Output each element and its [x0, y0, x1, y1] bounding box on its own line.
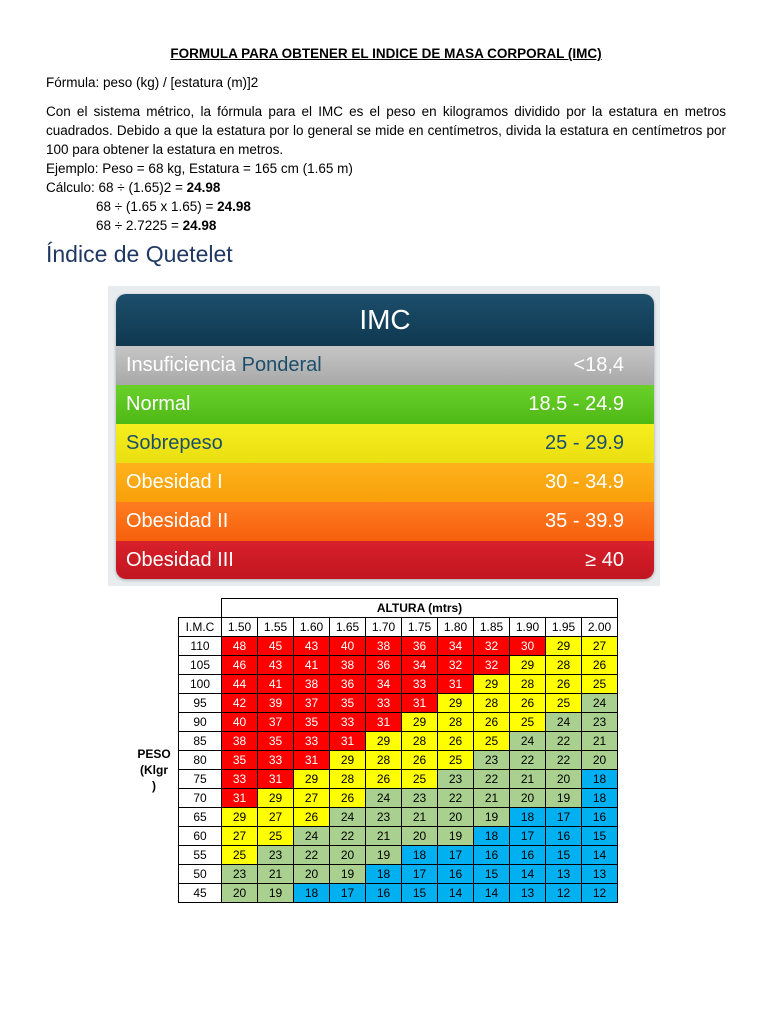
- bmi-cell: 20: [438, 808, 474, 827]
- bmi-cell: 33: [258, 751, 294, 770]
- bmi-cell: 27: [258, 808, 294, 827]
- bmi-cell: 23: [258, 846, 294, 865]
- quetelet-heading: Índice de Quetelet: [46, 241, 233, 267]
- bmi-cell: 29: [402, 713, 438, 732]
- bmi-cell: 29: [474, 675, 510, 694]
- bmi-table: [130, 598, 618, 903]
- height-header: 1.90: [510, 618, 546, 637]
- imc-row-value: 35 - 39.9: [545, 510, 624, 532]
- bmi-cell: 26: [510, 694, 546, 713]
- bmi-cell: 25: [438, 751, 474, 770]
- table-row: [130, 808, 618, 827]
- bmi-cell: 32: [474, 637, 510, 656]
- table-row: [130, 713, 618, 732]
- bmi-cell: 22: [546, 732, 582, 751]
- imc-row-value: 25 - 29.9: [545, 432, 624, 454]
- bmi-cell: 12: [582, 884, 618, 903]
- bmi-cell: 26: [402, 751, 438, 770]
- table-row: [130, 637, 618, 656]
- table-header-row: [130, 599, 618, 618]
- bmi-cell: 20: [294, 865, 330, 884]
- bmi-cell: 48: [222, 637, 258, 656]
- blank-cell: [179, 599, 222, 618]
- bmi-cell: 31: [330, 732, 366, 751]
- imc-row-value: <18,4: [573, 354, 624, 376]
- bmi-cell: 28: [402, 732, 438, 751]
- bmi-cell: 15: [474, 865, 510, 884]
- bmi-cell: 14: [510, 865, 546, 884]
- weight-cell: 80: [179, 751, 222, 770]
- bmi-cell: 12: [546, 884, 582, 903]
- bmi-cell: 20: [582, 751, 618, 770]
- bmi-cell: 24: [366, 789, 402, 808]
- height-header: 1.95: [546, 618, 582, 637]
- table-row: [130, 656, 618, 675]
- bmi-cell: 26: [438, 732, 474, 751]
- bmi-cell: 25: [510, 713, 546, 732]
- bmi-cell: 28: [474, 694, 510, 713]
- weight-cell: 65: [179, 808, 222, 827]
- weight-cell: 55: [179, 846, 222, 865]
- bmi-cell: 36: [366, 656, 402, 675]
- bmi-cell: 18: [582, 770, 618, 789]
- bmi-cell: 24: [294, 827, 330, 846]
- bmi-cell: 33: [330, 713, 366, 732]
- bmi-cell: 19: [438, 827, 474, 846]
- height-header: 1.80: [438, 618, 474, 637]
- imc-row-label-2: Ponderal: [241, 354, 322, 376]
- bmi-cell: 36: [402, 637, 438, 656]
- bmi-cell: 32: [438, 656, 474, 675]
- imc-row-obesidad-1: [116, 463, 654, 502]
- bmi-cell: 20: [402, 827, 438, 846]
- bmi-cell: 19: [366, 846, 402, 865]
- bmi-cell: 23: [402, 789, 438, 808]
- altura-header: ALTURA (mtrs): [222, 599, 618, 618]
- bmi-cell: 18: [510, 808, 546, 827]
- bmi-cell: 34: [402, 656, 438, 675]
- bmi-cell: 40: [330, 637, 366, 656]
- weight-cell: 70: [179, 789, 222, 808]
- imc-row-label: Obesidad III: [126, 549, 234, 571]
- imc-row-normal: [116, 385, 654, 424]
- bmi-cell: 18: [366, 865, 402, 884]
- bmi-cell: 17: [330, 884, 366, 903]
- bmi-cell: 29: [366, 732, 402, 751]
- bmi-cell: 25: [258, 827, 294, 846]
- weight-cell: 75: [179, 770, 222, 789]
- imc-header: IMC: [116, 294, 654, 346]
- imc-row-label: Sobrepeso: [126, 432, 223, 454]
- bmi-cell: 20: [510, 789, 546, 808]
- bmi-cell: 21: [510, 770, 546, 789]
- bmi-cell: 38: [330, 656, 366, 675]
- bmi-cell: 23: [438, 770, 474, 789]
- height-header: 1.55: [258, 618, 294, 637]
- bmi-cell: 43: [258, 656, 294, 675]
- bmi-cell: 22: [294, 846, 330, 865]
- bmi-cell: 26: [474, 713, 510, 732]
- bmi-cell: 28: [510, 675, 546, 694]
- bmi-cell: 29: [258, 789, 294, 808]
- bmi-cell: 41: [294, 656, 330, 675]
- bmi-cell: 31: [438, 675, 474, 694]
- bmi-cell: 29: [546, 637, 582, 656]
- bmi-cell: 16: [366, 884, 402, 903]
- weight-cell: 60: [179, 827, 222, 846]
- bmi-cell: 24: [582, 694, 618, 713]
- bmi-cell: 31: [258, 770, 294, 789]
- table-row: [130, 732, 618, 751]
- blank-cell: [130, 618, 179, 637]
- bmi-cell: 28: [366, 751, 402, 770]
- bmi-cell: 18: [582, 789, 618, 808]
- imc-row-label: Insuficiencia: [126, 354, 237, 376]
- bmi-cell: 15: [582, 827, 618, 846]
- bmi-cell: 22: [330, 827, 366, 846]
- imc-row-label: Obesidad II: [126, 510, 229, 532]
- table-row: [130, 694, 618, 713]
- height-header: 1.70: [366, 618, 402, 637]
- bmi-cell: 33: [366, 694, 402, 713]
- bmi-cell: 21: [258, 865, 294, 884]
- imc-row-sobrepeso: [116, 424, 654, 463]
- heights-row: [130, 618, 618, 637]
- bmi-cell: 31: [222, 789, 258, 808]
- bmi-cell: 33: [294, 732, 330, 751]
- bmi-cell: 46: [222, 656, 258, 675]
- height-header: 2.00: [582, 618, 618, 637]
- bmi-cell: 33: [222, 770, 258, 789]
- bmi-cell: 23: [582, 713, 618, 732]
- bmi-cell: 42: [222, 694, 258, 713]
- bmi-cell: 22: [546, 751, 582, 770]
- table-row: [130, 751, 618, 770]
- bmi-cell: 38: [366, 637, 402, 656]
- weight-cell: 105: [179, 656, 222, 675]
- bmi-cell: 37: [258, 713, 294, 732]
- bmi-cell: 20: [330, 846, 366, 865]
- bmi-cell: 17: [438, 846, 474, 865]
- bmi-cell: 33: [402, 675, 438, 694]
- bmi-cell: 37: [294, 694, 330, 713]
- bmi-cell: 14: [474, 884, 510, 903]
- bmi-cell: 35: [330, 694, 366, 713]
- bmi-cell: 27: [582, 637, 618, 656]
- document-page: [46, 46, 726, 268]
- bmi-cell: 36: [330, 675, 366, 694]
- bmi-cell: 24: [546, 713, 582, 732]
- weight-cell: 90: [179, 713, 222, 732]
- bmi-cell: 27: [294, 789, 330, 808]
- bmi-cell: 41: [258, 675, 294, 694]
- peso-label: PESO (Klgr ): [137, 746, 171, 793]
- bmi-cell: 14: [438, 884, 474, 903]
- bmi-cell: 29: [222, 808, 258, 827]
- bmi-cell: 32: [474, 656, 510, 675]
- imc-row-value: 30 - 34.9: [545, 471, 624, 493]
- bmi-cell: 21: [474, 789, 510, 808]
- bmi-cell: 44: [222, 675, 258, 694]
- bmi-cell: 26: [330, 789, 366, 808]
- bmi-cell: 16: [474, 846, 510, 865]
- bmi-cell: 16: [546, 827, 582, 846]
- bmi-cell: 25: [222, 846, 258, 865]
- bmi-cell: 38: [222, 732, 258, 751]
- bmi-cell: 29: [330, 751, 366, 770]
- bmi-cell: 29: [294, 770, 330, 789]
- bmi-cell: 25: [402, 770, 438, 789]
- bmi-cell: 19: [546, 789, 582, 808]
- bmi-cell: 26: [294, 808, 330, 827]
- table-row: [130, 846, 618, 865]
- bmi-cell: 16: [582, 808, 618, 827]
- weight-cell: 110: [179, 637, 222, 656]
- height-header: 1.75: [402, 618, 438, 637]
- table-row: [130, 884, 618, 903]
- bmi-cell: 20: [546, 770, 582, 789]
- table-row: [130, 827, 618, 846]
- bmi-cell: 31: [402, 694, 438, 713]
- bmi-cell: 19: [258, 884, 294, 903]
- formula-line: Fórmula: peso (kg) / [estatura (m)]2: [46, 75, 259, 90]
- bmi-cell: 23: [222, 865, 258, 884]
- bmi-cell: 22: [474, 770, 510, 789]
- bmi-cell: 28: [438, 713, 474, 732]
- bmi-cell: 27: [222, 827, 258, 846]
- bmi-cell: 23: [366, 808, 402, 827]
- imc-label: I.M.C: [179, 618, 222, 637]
- weight-cell: 50: [179, 865, 222, 884]
- bmi-cell: 38: [294, 675, 330, 694]
- bmi-cell: 24: [510, 732, 546, 751]
- imc-row-label: Normal: [126, 393, 191, 415]
- bmi-cell: 22: [438, 789, 474, 808]
- weight-cell: 85: [179, 732, 222, 751]
- weight-cell: 100: [179, 675, 222, 694]
- height-header: 1.65: [330, 618, 366, 637]
- bmi-cell: 40: [222, 713, 258, 732]
- bmi-cell: 17: [510, 827, 546, 846]
- weight-cell: 95: [179, 694, 222, 713]
- table-row: [130, 789, 618, 808]
- height-header: 1.85: [474, 618, 510, 637]
- bmi-cell: 35: [258, 732, 294, 751]
- blank-cell: [130, 599, 179, 618]
- bmi-cell: 28: [330, 770, 366, 789]
- bmi-cell: 21: [366, 827, 402, 846]
- bmi-cell: 22: [510, 751, 546, 770]
- imc-graphic: [108, 286, 660, 586]
- height-header: 1.60: [294, 618, 330, 637]
- bmi-cell: 25: [474, 732, 510, 751]
- example-line: Ejemplo: Peso = 68 kg, Estatura = 165 cm (1.65 m): [46, 161, 353, 176]
- bmi-cell: 13: [582, 865, 618, 884]
- bmi-cell: 35: [222, 751, 258, 770]
- bmi-cell: 23: [474, 751, 510, 770]
- bmi-cell: 26: [582, 656, 618, 675]
- imc-row-obesidad-3: [116, 541, 654, 579]
- bmi-cell: 13: [510, 884, 546, 903]
- imc-row-insuficiencia: [116, 346, 654, 385]
- imc-row-value: ≥ 40: [585, 549, 624, 571]
- document-title: FORMULA PARA OBTENER EL INDICE DE MASA CORPORAL (IMC): [170, 46, 602, 61]
- bmi-cell: 29: [510, 656, 546, 675]
- bmi-cell: 19: [474, 808, 510, 827]
- imc-row-label: Obesidad I: [126, 471, 223, 493]
- bmi-cell: 26: [366, 770, 402, 789]
- bmi-cell: 18: [402, 846, 438, 865]
- calc-line-1: Cálculo: 68 ÷ (1.65)2 = 24.98: [46, 180, 221, 195]
- bmi-cell: 39: [258, 694, 294, 713]
- table-row: [130, 675, 618, 694]
- bmi-cell: 20: [222, 884, 258, 903]
- bmi-cell: 43: [294, 637, 330, 656]
- bmi-cell: 14: [582, 846, 618, 865]
- bmi-cell: 16: [510, 846, 546, 865]
- bmi-cell: 18: [294, 884, 330, 903]
- table-row: [130, 770, 618, 789]
- bmi-cell: 35: [294, 713, 330, 732]
- calc-line-2: 68 ÷ (1.65 x 1.65) = 24.98: [96, 199, 251, 214]
- bmi-cell: 21: [402, 808, 438, 827]
- bmi-cell: 28: [546, 656, 582, 675]
- bmi-cell: 26: [546, 675, 582, 694]
- bmi-cell: 25: [546, 694, 582, 713]
- bmi-cell: 24: [330, 808, 366, 827]
- bmi-cell: 13: [546, 865, 582, 884]
- calc-line-3: 68 ÷ 2.7225 = 24.98: [96, 218, 217, 233]
- bmi-cell: 15: [402, 884, 438, 903]
- bmi-cell: 19: [330, 865, 366, 884]
- bmi-cell: 15: [546, 846, 582, 865]
- bmi-cell: 21: [582, 732, 618, 751]
- bmi-cell: 17: [402, 865, 438, 884]
- bmi-cell: 34: [366, 675, 402, 694]
- bmi-cell: 45: [258, 637, 294, 656]
- bmi-cell: 16: [438, 865, 474, 884]
- bmi-cell: 31: [294, 751, 330, 770]
- bmi-cell: 34: [438, 637, 474, 656]
- bmi-cell: 18: [474, 827, 510, 846]
- table-row: [130, 865, 618, 884]
- imc-row-obesidad-2: [116, 502, 654, 541]
- bmi-cell: 30: [510, 637, 546, 656]
- weight-cell: 45: [179, 884, 222, 903]
- bmi-cell: 17: [546, 808, 582, 827]
- imc-row-value: 18.5 - 24.9: [528, 393, 624, 415]
- bmi-cell: 29: [438, 694, 474, 713]
- bmi-cell: 31: [366, 713, 402, 732]
- explanation-paragraph: Con el sistema métrico, la fórmula para el IMC es el peso en kilogramos dividido por la estatura en metros cuadrados. Debido a que la estatura por lo general se mide en centímetros, divida la estatura en centímetros por 100 para obtener la estatura en metros.: [46, 104, 726, 157]
- height-header: 1.50: [222, 618, 258, 637]
- bmi-cell: 25: [582, 675, 618, 694]
